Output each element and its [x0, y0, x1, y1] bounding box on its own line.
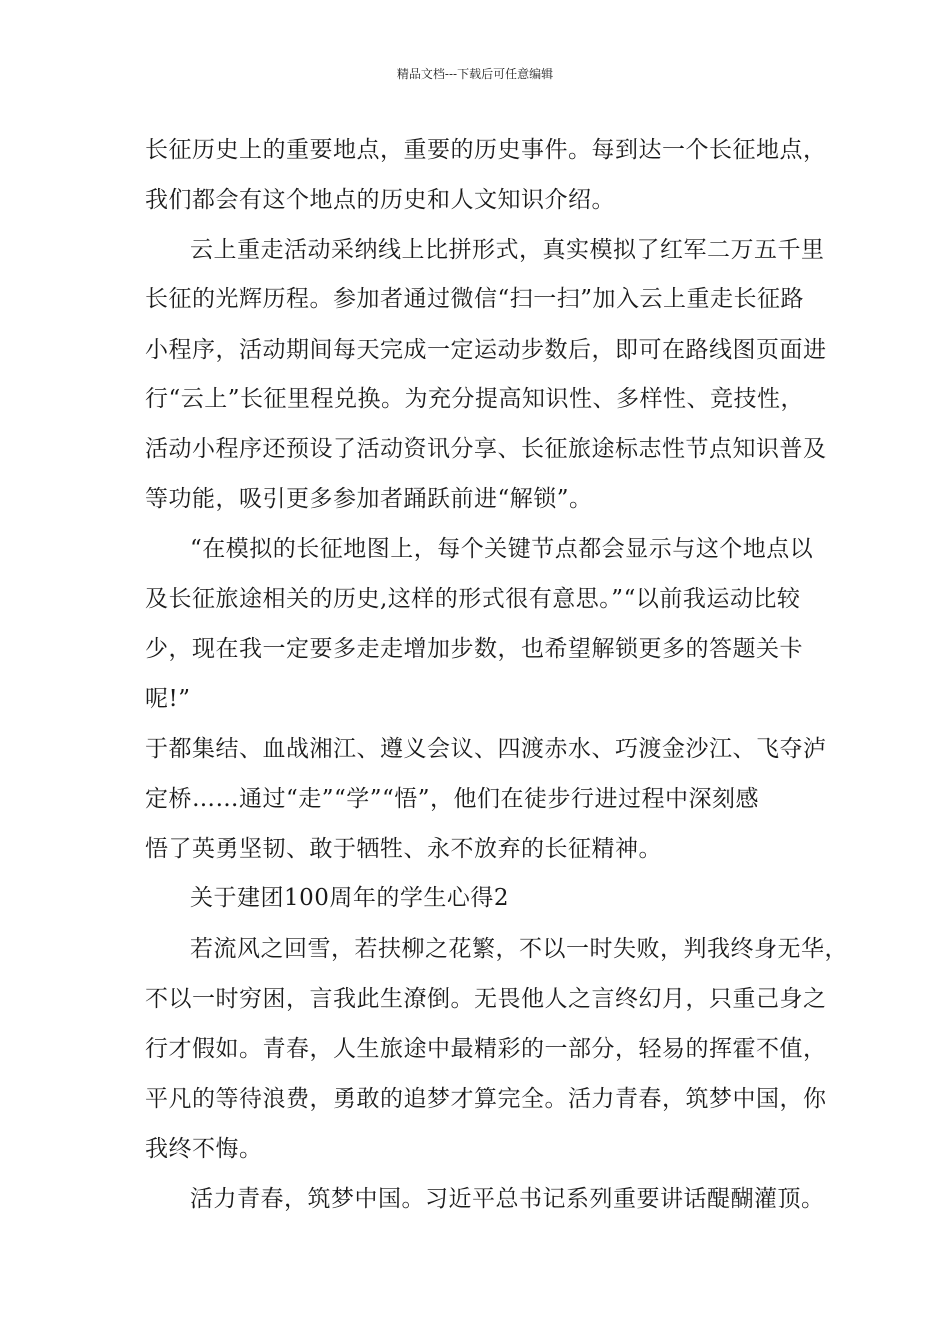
body-line: 于都集结、血战湘江、遵义会议、四渡赤水、巧渡金沙江、飞夺泸 [145, 736, 827, 762]
body-line: 不以一时穷困，言我此生潦倒。无畏他人之言终幻月，只重己身之 [145, 986, 827, 1012]
body-line: 行“云上”长征里程兑换。为充分提高知识性、多样性、竞技性， [145, 386, 805, 412]
body-line: 行才假如。青春，人生旅途中最精彩的一部分，轻易的挥霍不值， [145, 1036, 827, 1062]
body-line: 我们都会有这个地点的历史和人文知识介绍。 [145, 187, 615, 213]
page-header: 精品文档---下载后可任意编辑 [396, 67, 554, 81]
body-line: 等功能，吸引更多参加者踊跃前进“解锁”。 [145, 486, 593, 512]
body-line: 长征历史上的重要地点，重要的历史事件。每到达一个长征地点， [145, 137, 827, 163]
body-line: 小程序，活动期间每天完成一定运动步数后，即可在路线图页面进 [145, 337, 827, 363]
body-line: 少，现在我一定要多走走增加步数，也希望解锁更多的答题关卡 [145, 636, 803, 662]
body-line: 我终不悔。 [145, 1136, 263, 1162]
body-line: 定桥……通过“走”“学”“悟”，他们在徒步行进过程中深刻感 [145, 786, 760, 812]
body-line: 长征的光辉历程。参加者通过微信“扫一扫”加入云上重走长征路 [145, 286, 805, 312]
section-heading: 关于建团100周年的学生心得2 [190, 885, 510, 911]
body-line: 活动小程序还预设了活动资讯分享、长征旅途标志性节点知识普及 [145, 436, 827, 462]
body-line: 活力青春，筑梦中国。习近平总书记系列重要讲话醍醐灌顶。 [190, 1186, 825, 1212]
body-line: 云上重走活动采纳线上比拼形式，真实模拟了红军二万五千里 [190, 237, 825, 263]
body-line: 平凡的等待浪费，勇敢的追梦才算完全。活力青春，筑梦中国，你 [145, 1086, 827, 1112]
body-line: 呢!” [145, 686, 191, 712]
body-line: “在模拟的长征地图上，每个关键节点都会显示与这个地点以 [190, 536, 814, 562]
body-line: 及长征旅途相关的历史,这样的形式很有意思。”“以前我运动比较 [145, 586, 801, 612]
body-line: 悟了英勇坚韧、敢于牺牲、永不放弃的长征精神。 [145, 836, 662, 862]
body-line: 若流风之回雪，若扶柳之花繁，不以一时失败，判我终身无华， [190, 936, 848, 962]
